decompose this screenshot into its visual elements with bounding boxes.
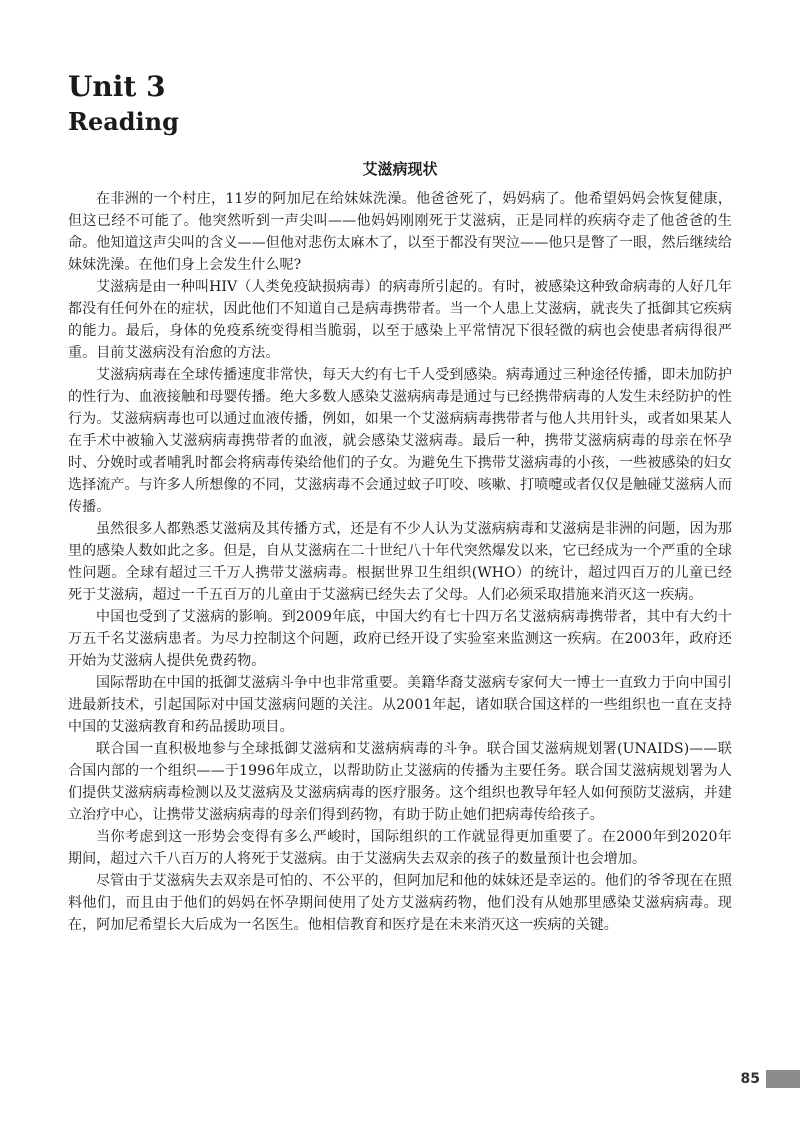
page-footer [741,1070,800,1088]
paragraph: 虽然很多人都熟悉艾滋病及其传播方式，还是有不少人认为艾滋病病毒和艾滋病是非洲的问题，因为那里的感染人数如此之多。但是，自从艾滋病在二十世纪八十年代突然爆发以来，它已经成为一个严重的全球性问题。全球有超过三千万人携带艾滋病毒。根据世界卫生组织(WHO）的统计，超过四百万的儿童已经死于艾滋病，超过一千五百万的儿童由于艾滋病已经失去了父母。人们必须采取措施来消灭这一疾病。 [68,521,732,603]
paragraph: 中国也受到了艾滋病的影响。到2009年底，中国大约有七十四万名艾滋病病毒携带者，其中有大约十万五千名艾滋病患者。为尽力控制这个问题，政府已经开设了实验室来监测这一疾病。在2003年，政府还开始为艾滋病人提供免费药物。 [68,609,732,669]
paragraph: 国际帮助在中国的抵御艾滋病斗争中也非常重要。美籍华裔艾滋病专家何大一博士一直致力于向中国引进最新技术，引起国际对中国艾滋病问题的关注。从2001年起，诸如联合国这样的一些组织也一直在支持中国的艾滋病教育和药品援助项目。 [68,675,732,735]
paragraph: 当你考虑到这一形势会变得有多么严峻时，国际组织的工作就显得更加重要了。在2000年到2020年期间，超过六千八百万的人将死于艾滋病。由于艾滋病失去双亲的孩子的数量预计也会增加。 [68,829,732,867]
paragraph: 联合国一直积极地参与全球抵御艾滋病和艾滋病病毒的斗争。联合国艾滋病规划署(UNAIDS)——联合国内部的一个组织——于1996年成立，以帮助防止艾滋病的传播为主要任务。联合国艾滋病规划署为人们提供艾滋病病毒检测以及艾滋病及艾滋病病毒的医疗服务。这个组织也教导年轻人如何预防艾滋病，并建立治疗中心，让携带艾滋病病毒的母亲们得到药物，有助于防止她们把病毒传给孩子。 [68,741,732,823]
paragraph: 尽管由于艾滋病失去双亲是可怕的、不公平的，但阿加尼和他的妹妹还是幸运的。他们的爷爷现在在照料他们，而且由于他们的妈妈在怀孕期间使用了处方艾滋病药物，他们没有从她那里感染艾滋病病毒。现在，阿加尼希望长大后成为一名医生。他相信教育和医疗是在未来消灭这一疾病的关键。 [68,873,732,933]
article-title: 艾滋病现状 [362,160,438,178]
page-heading [68,70,179,140]
section-title: Reading [68,107,179,136]
unit-title: Unit 3 [68,70,166,103]
paragraph: 艾滋病病毒在全球传播速度非常快，每天大约有七千人受到感染。病毒通过三种途径传播，即未加防护的性行为、血液接触和母婴传播。绝大多数人感染艾滋病病毒是通过与已经携带病毒的人发生未经防护的性行为。艾滋病病毒也可以通过血液传播，例如，如果一个艾滋病病毒携带者与他人共用针头，或者如果某人在手术中被输入艾滋病病毒携带者的血液，就会感染艾滋病毒。最后一种，携带艾滋病病毒的母亲在怀孕时、分娩时或者哺乳时都会将病毒传染给他们的子女。为避免生下携带艾滋病毒的小孩，一些被感染的妇女选择流产。与许多人所想像的不同，艾滋病毒不会通过蚊子叮咬、咳嗽、打喷嚏或者仅仅是触碰艾滋病人而传播。 [68,367,732,515]
page-number: 85 [740,1071,760,1087]
paragraph: 在非洲的一个村庄，11岁的阿加尼在给妹妹洗澡。他爸爸死了，妈妈病了。他希望妈妈会恢复健康，但这已经不可能了。他突然听到一声尖叫——他妈妈刚刚死于艾滋病，正是同样的疾病夺走了他爸爸的生命。他知道这声尖叫的含义——但他对悲伤太麻木了，以至于都没有哭泣——他只是瞥了一眼，然后继续给妹妹洗澡。在他们身上会发生什么呢? [68,191,732,273]
article [68,158,732,936]
page-tab-marker [766,1070,800,1088]
paragraph: 艾滋病是由一种叫HIV（人类免疫缺损病毒）的病毒所引起的。有时，被感染这种致命病毒的人好几年都没有任何外在的症状，因此他们不知道自己是病毒携带者。当一个人患上艾滋病，就丧失了抵御其它疾病的能力。最后，身体的免疫系统变得相当脆弱，以至于感染上平常情况下很轻微的病也会使患者病得很严重。目前艾滋病没有治愈的方法。 [68,279,732,361]
